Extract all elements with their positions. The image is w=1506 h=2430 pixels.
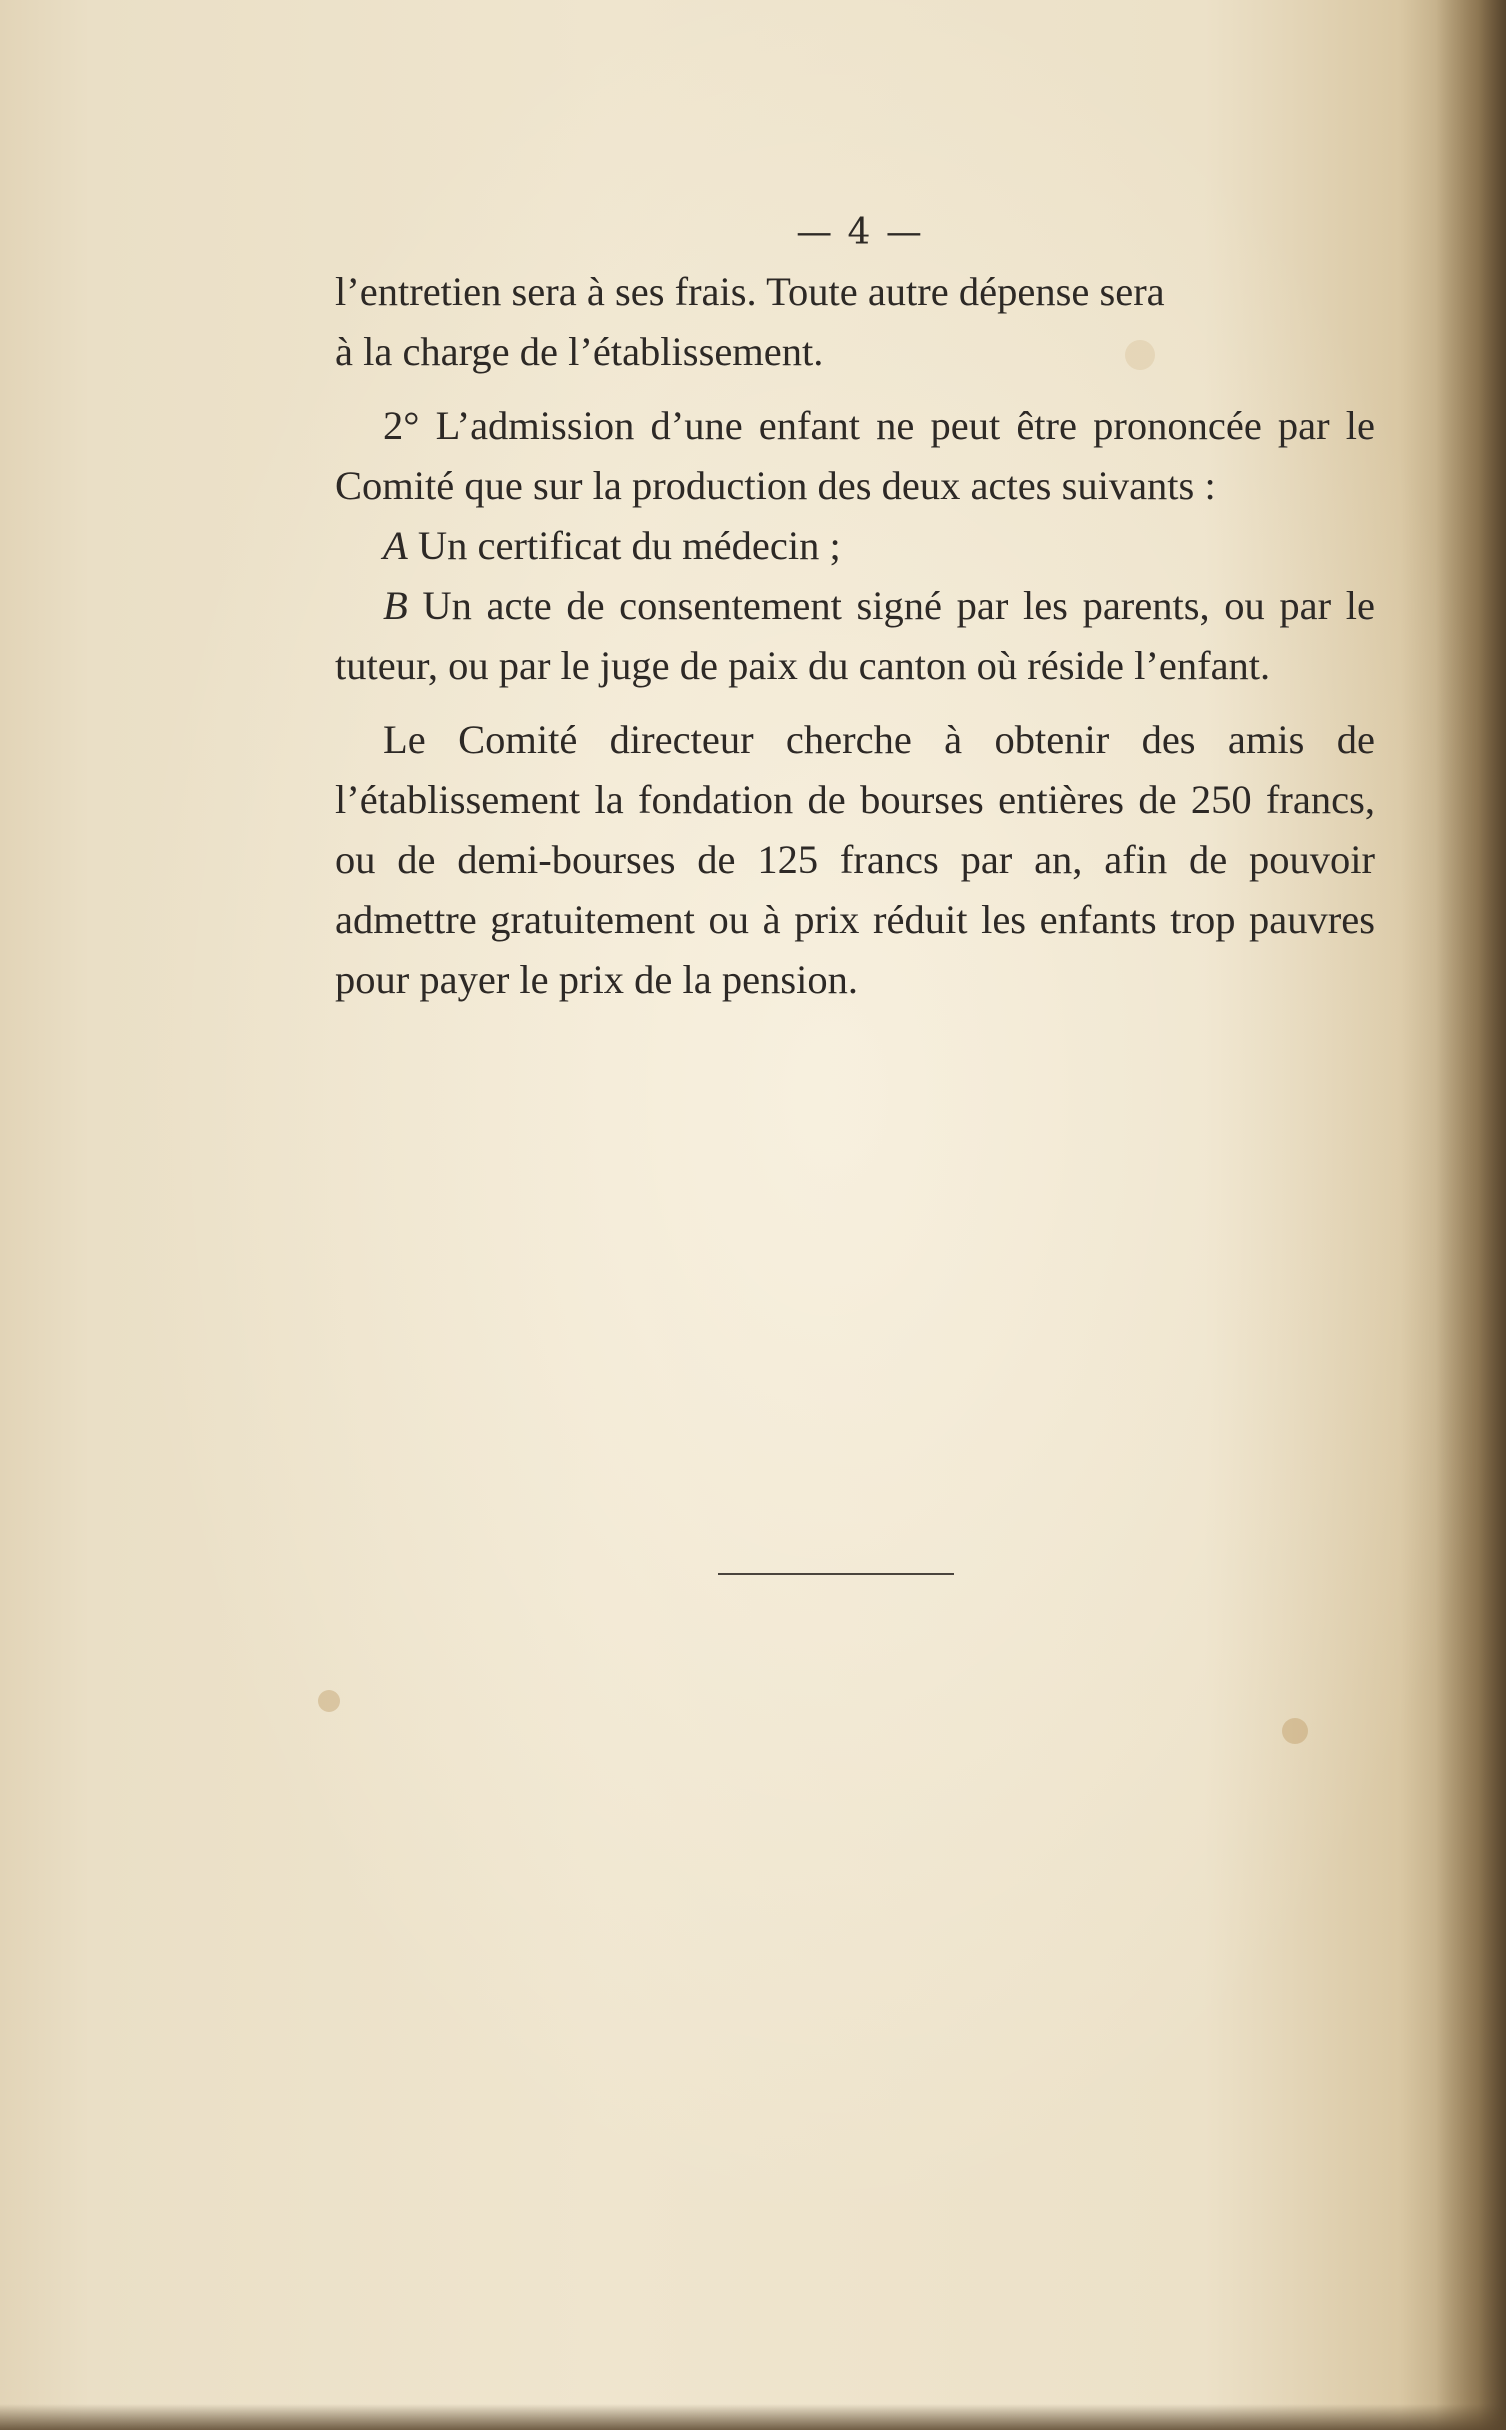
page-edge-shadow [1436,0,1506,2430]
paragraph-bourses: Le Comité directeur cherche à obtenir des amis de l’établissement la fondation de bourses entières de 250 francs, ou de demi-bourses de 125 francs par an, afin de pouvoir admettre gratuitement ou à prix réduit les enfants trop pauvres pour payer le prix de la pension. [335,717,1375,1002]
list-item-letter: A [383,523,408,568]
list-item-letter: B [383,583,408,628]
page-number: — 4 — [796,212,924,253]
paper-stain [318,1690,340,1712]
paragraph-admission: 2° L’admission d’une enfant ne peut être prononcée par le Comité que sur la production des deux actes suivants : [335,403,1375,508]
paragraph-continuation [335,262,1375,382]
list-item-text: Un certificat du médecin ; [407,523,841,568]
page-bottom-shadow [0,2404,1506,2430]
section-divider [718,1573,954,1575]
paragraph-line: l’entretien sera à ses frais. Toute autre dépense sera [335,269,1165,314]
paper-stain [1282,1718,1308,1744]
list-item-b [335,576,1375,696]
paragraph-line: à la charge de l’établissement. [335,329,824,374]
list-item-a [335,516,1375,576]
list-item-text: Un acte de consentement signé par les parents, ou par le tuteur, ou par le juge de paix du canton où réside l’enfant. [335,583,1375,688]
page-body [335,262,1375,1010]
